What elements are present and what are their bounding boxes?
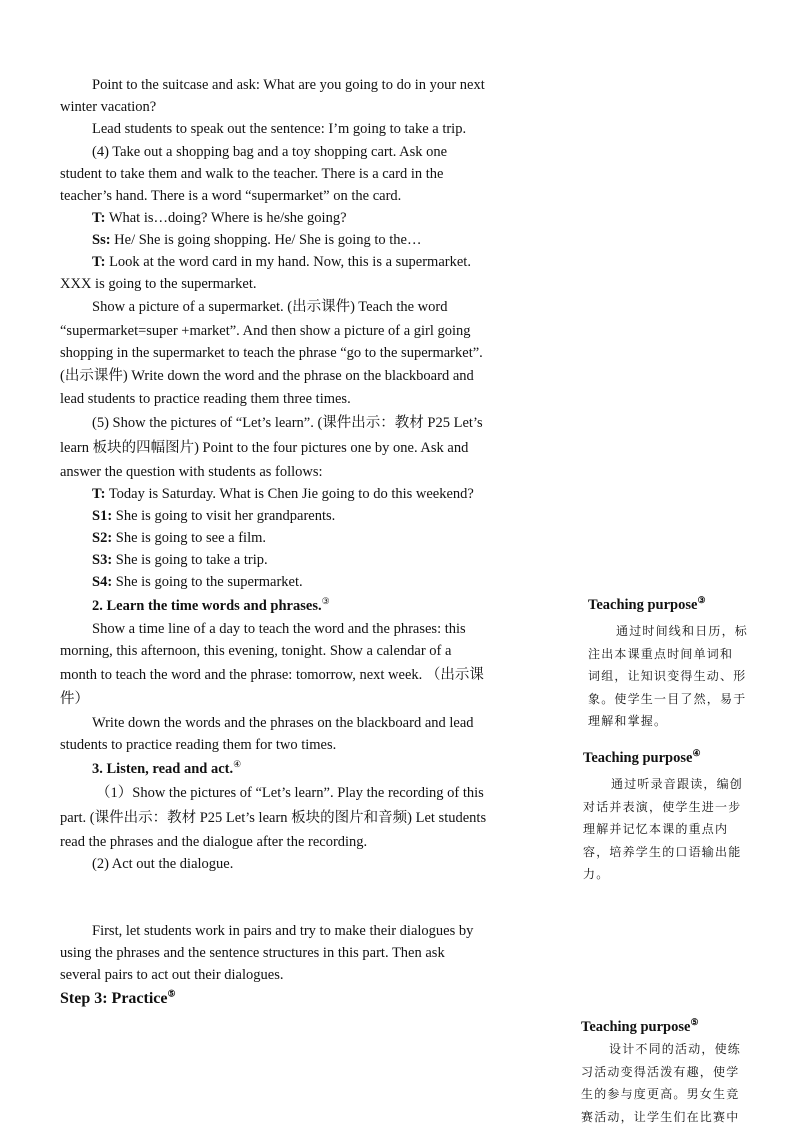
paragraph-line: several pairs to act out their dialogues. — [60, 967, 284, 983]
paragraph-line: month to teach the word and the phrase: tomorrow, next week. （出示课 — [60, 667, 484, 683]
dialogue-text: She is going to visit her grandparents. — [115, 508, 336, 524]
speaker-label: S4: — [92, 574, 113, 590]
dialogue-text: What is…doing? Where is he/she going? — [108, 210, 347, 226]
speaker-label: S2: — [92, 530, 113, 546]
dialogue-text: She is going to see a film. — [115, 530, 266, 546]
paragraph-line: winter vacation? — [60, 99, 157, 115]
dialogue-line — [92, 209, 347, 227]
paragraph-line: XXX is going to the supermarket. — [60, 276, 257, 292]
footnote-mark: ⑤ — [167, 988, 176, 999]
note-heading: Teaching purpose③ — [588, 595, 706, 613]
paragraph-line: Write down the words and the phrases on the blackboard and lead — [92, 715, 474, 731]
paragraph-line: student to take them and walk to the teacher. There is a card in the — [60, 166, 444, 182]
note-heading: Teaching purpose⑤ — [581, 1017, 699, 1035]
paragraph-line: read the phrases and the dialogue after the recording. — [60, 834, 368, 850]
paragraph-line: Show a time line of a day to teach the word and the phrases: this — [92, 621, 466, 637]
paragraph-line: Point to the suitcase and ask: What are you going to do in your next — [92, 77, 485, 93]
paragraph-line: (4) Take out a shopping bag and a toy shopping cart. Ask one — [92, 144, 448, 160]
note-text: 通过听录音跟读，编创 对话并表演，使学生进一步 理解并记忆本课的重点内 容，培养学生的口语输出能 力。 — [583, 777, 744, 881]
section-heading: 2. Learn the time words and phrases.③ — [92, 596, 330, 614]
footnote-mark: ③ — [321, 596, 330, 607]
step-heading: Step 3: Practice⑤ — [60, 988, 176, 1007]
paragraph-line: shopping in the supermarket to teach the phrase “go to the supermarket”. — [60, 345, 483, 361]
paragraph-line: learn 板块的四幅图片) Point to the four pictures one by one. Ask and — [60, 440, 469, 456]
dialogue-line — [92, 573, 303, 591]
speaker-label: S3: — [92, 552, 113, 568]
dialogue-text: Look at the word card in my hand. Now, this is a supermarket. — [109, 254, 471, 270]
teaching-purpose-note — [581, 1018, 771, 1128]
paragraph-line: （1）Show the pictures of “Let’s learn”. Play the recording of this — [96, 785, 484, 801]
paragraph-line: “supermarket=super +market”. And then show a picture of a girl going — [60, 323, 471, 339]
paragraph-line: lead students to practice reading them three times. — [60, 391, 351, 407]
speaker-label: T: — [92, 210, 106, 226]
paragraph-line: morning, this afternoon, this evening, tonight. Show a calendar of a — [60, 643, 452, 659]
dialogue-text: Today is Saturday. What is Chen Jie going to do this weekend? — [108, 486, 474, 502]
note-text: 通过时间线和日历，标 注出本课重点时间单词和 词组，让知识变得生动、形 象。使学生一目了然，易于 理解和掌握。 — [588, 624, 749, 728]
dialogue-text: He/ She is going shopping. He/ She is going to the… — [114, 232, 422, 248]
paragraph-line: teacher’s hand. There is a word “supermarket” on the card. — [60, 188, 402, 204]
paragraph-line: answer the question with students as follows: — [60, 464, 323, 480]
speaker-label: S1: — [92, 508, 113, 524]
paragraph-line: using the phrases and the sentence structures in this part. Then ask — [60, 945, 445, 961]
dialogue-text: She is going to the supermarket. — [115, 574, 303, 590]
dialogue-line — [92, 551, 268, 569]
paragraph-line: (5) Show the pictures of “Let’s learn”. (课件出示：教材 P25 Let’s — [92, 415, 483, 431]
note-text: 设计不同的活动，使练 习活动变得活泼有趣，使学 生的参与度更高。男女生竞 赛活动，让学生们在比赛中 — [581, 1042, 742, 1124]
dialogue-line — [92, 231, 421, 249]
paragraph-line: (出示课件) Write down the word and the phrase on the blackboard and — [60, 368, 474, 384]
teaching-purpose-note — [588, 596, 766, 733]
dialogue-line — [92, 485, 474, 503]
teaching-purpose-note — [583, 749, 768, 886]
note-heading: Teaching purpose④ — [583, 748, 701, 766]
dialogue-line — [92, 507, 335, 525]
paragraph-line: part. (课件出示：教材 P25 Let’s learn 板块的图片和音频) Let students — [60, 810, 487, 826]
dialogue-line — [92, 253, 471, 271]
dialogue-text: She is going to take a trip. — [115, 552, 268, 568]
paragraph-line: First, let students work in pairs and try to make their dialogues by — [92, 923, 474, 939]
footnote-mark: ④ — [233, 759, 242, 770]
speaker-label: T: — [92, 486, 106, 502]
paragraph-line: Lead students to speak out the sentence: I’m going to take a trip. — [92, 121, 467, 137]
paragraph-line: 件） — [60, 691, 89, 707]
paragraph-line: (2) Act out the dialogue. — [92, 856, 234, 872]
section-heading: 3. Listen, read and act.④ — [92, 759, 242, 777]
paragraph-line: Show a picture of a supermarket. (出示课件) Teach the word — [92, 299, 448, 315]
dialogue-line — [92, 529, 266, 547]
paragraph-line: students to practice reading them for two times. — [60, 737, 337, 753]
speaker-label: Ss: — [92, 232, 111, 248]
speaker-label: T: — [92, 254, 106, 270]
